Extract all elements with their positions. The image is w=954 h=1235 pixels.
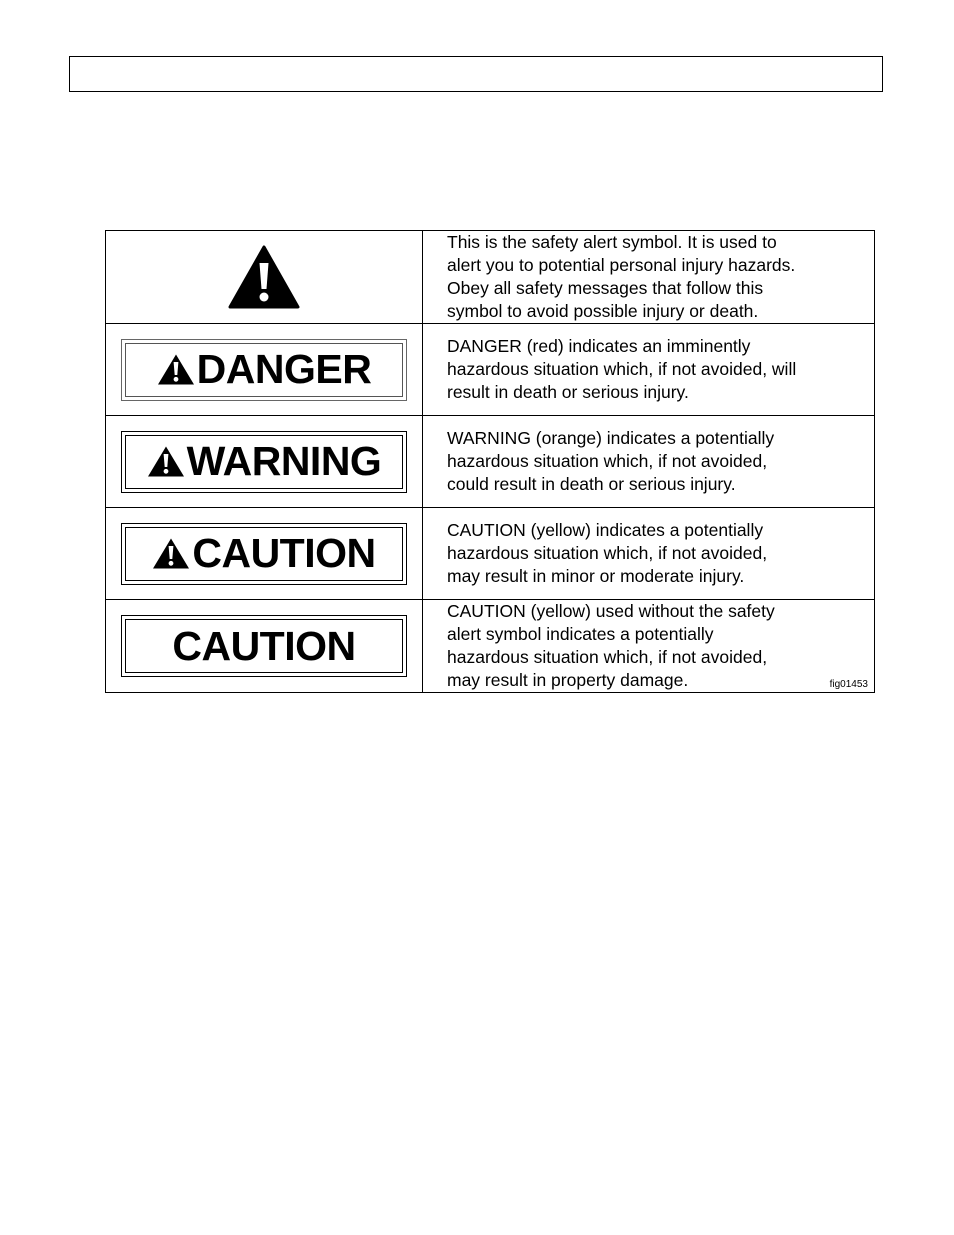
caution-plain-description [423,600,875,693]
danger-sign-cell [106,324,423,416]
caution-sign-with-symbol [121,523,407,585]
description-line: result in death or serious injury. [447,382,689,402]
caution-signal-word: CAUTION [192,530,376,576]
table-row-alert-symbol [106,231,875,324]
caution-signal-word: CAUTION [172,622,356,669]
description-line: hazardous situation which, if not avoided, [447,451,768,471]
description-line: alert you to potential personal injury hazards. [447,255,796,275]
safety-signal-words-table [105,230,875,693]
description-line: may result in minor or moderate injury. [447,566,745,586]
alert-symbol-cell [106,231,423,324]
table-row-caution-no-symbol [106,600,875,693]
description-line: Obey all safety messages that follow this [447,278,764,298]
caution-plain-sign-cell [106,600,423,693]
warning-sign [121,431,407,493]
warning-sign-cell [106,416,423,508]
table-row-danger [106,324,875,416]
description-line: This is the safety alert symbol. It is used to [447,232,777,252]
description-line: hazardous situation which, if not avoided, [447,543,768,563]
table-row-caution-with-symbol [106,508,875,600]
description-line: DANGER (red) indicates an imminently [447,336,751,356]
description-line: may result in property damage. [447,670,689,690]
danger-sign [121,339,407,401]
danger-description [423,324,875,416]
safety-alert-triangle-icon [228,245,300,309]
safety-alert-triangle-icon [147,445,185,478]
description-line: symbol to avoid possible injury or death. [447,301,759,321]
caution-description [423,508,875,600]
description-line: alert symbol indicates a potentially [447,624,714,644]
safety-alert-triangle-icon [157,353,195,386]
warning-description [423,416,875,508]
description-line: CAUTION (yellow) indicates a potentially [447,520,764,540]
caution-sign-without-symbol [121,615,407,677]
alert-symbol-description [423,231,875,324]
figure-id-label: fig01453 [829,679,868,690]
safety-alert-triangle-icon [152,537,190,570]
warning-signal-word: WARNING [186,438,382,484]
description-line: WARNING (orange) indicates a potentially [447,428,775,448]
description-line: hazardous situation which, if not avoided, will [447,359,797,379]
description-line: CAUTION (yellow) used without the safety [447,601,775,621]
description-line: could result in death or serious injury. [447,474,736,494]
caution-sign-cell [106,508,423,600]
table-row-warning [106,416,875,508]
description-line: hazardous situation which, if not avoided, [447,647,768,667]
header-box [69,56,883,92]
danger-signal-word: DANGER [196,346,372,392]
